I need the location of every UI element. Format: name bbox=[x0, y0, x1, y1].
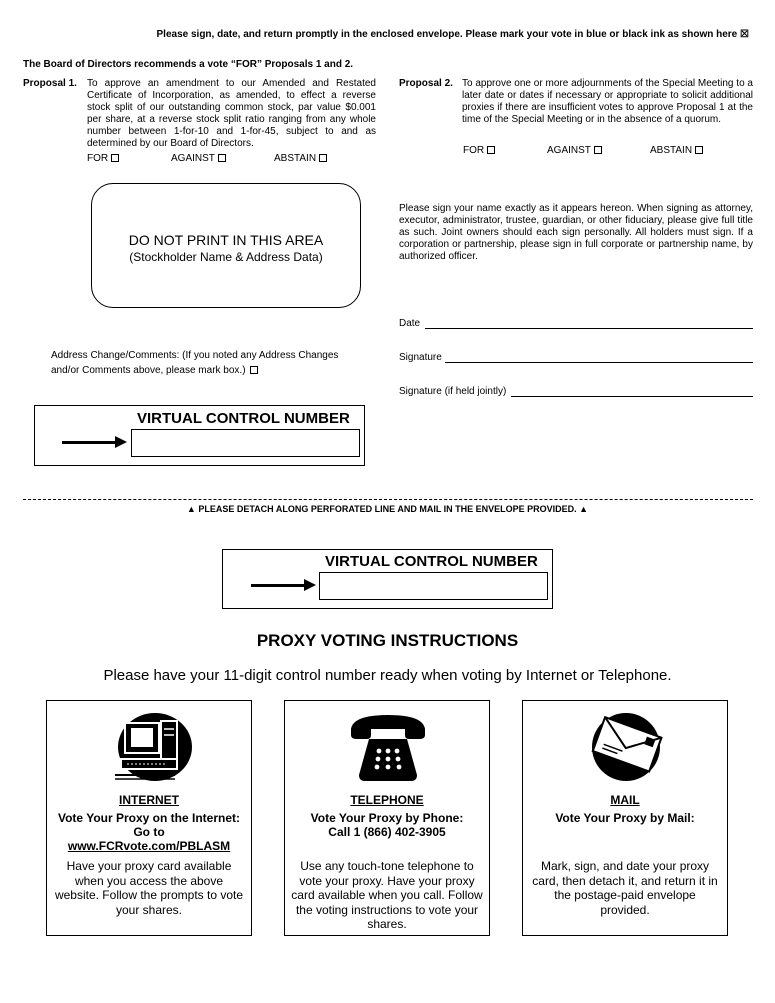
virtual-control-number-title-lower: VIRTUAL CONTROL NUMBER bbox=[325, 553, 538, 570]
signature-line[interactable] bbox=[399, 352, 753, 366]
stockholder-address-area bbox=[91, 183, 361, 308]
proposal-1-label: Proposal 1. bbox=[23, 78, 77, 89]
virtual-control-number-box bbox=[34, 405, 365, 466]
internet-subheading: Vote Your Proxy on the Internet: Go to www.FCRvote.com/PBLASM bbox=[47, 811, 251, 853]
checkbox[interactable] bbox=[594, 146, 602, 154]
internet-card bbox=[46, 700, 252, 936]
arrow-right-icon bbox=[251, 584, 306, 587]
proposal-2-abstain[interactable]: ABSTAIN bbox=[650, 145, 703, 156]
signing-instructions: Please sign your name exactly as it appears hereon. When signing as attorney, executor, administrator, trustee, guardian, or other fiduciary, please give full title as such. Joint owners should each sign personally. All holders must sign. If a corporation or partnership, please sign in full corporate or partnership name, by authorized officer. bbox=[399, 203, 753, 262]
proposal-1-for[interactable]: FOR bbox=[87, 153, 119, 164]
virtual-control-number-field[interactable] bbox=[131, 429, 360, 457]
envelope-icon bbox=[581, 709, 671, 784]
proposal-2-text: To approve one or more adjournments of the Special Meeting to a later date or dates if necessary or appropriate to solicit additional proxies if there are insufficient votes to approve Proposal 1 at the time of the Special Meeting or in the absence of a quorum. bbox=[462, 78, 753, 125]
detach-note: ▲ PLEASE DETACH ALONG PERFORATED LINE AND MAIL IN THE ENVELOPE PROVIDED. ▲ bbox=[186, 504, 589, 514]
date-line[interactable] bbox=[399, 318, 753, 332]
return-instructions: Please sign, date, and return promptly in the enclosed envelope. Please mark your vote in blue or black ink as shown here ☒ bbox=[156, 29, 749, 40]
address-change-checkbox[interactable] bbox=[250, 366, 258, 374]
checkbox[interactable] bbox=[218, 154, 226, 162]
date-field[interactable] bbox=[425, 328, 753, 329]
internet-voting-link[interactable]: www.FCRvote.com/PBLASM bbox=[67, 839, 231, 853]
telephone-subheading: Vote Your Proxy by Phone: Call 1 (866) 402-3905 bbox=[310, 811, 464, 839]
date-label: Date bbox=[399, 318, 421, 329]
checkbox[interactable] bbox=[695, 146, 703, 154]
arrow-right-icon bbox=[62, 441, 117, 444]
virtual-control-number-title: VIRTUAL CONTROL NUMBER bbox=[137, 410, 350, 427]
mail-card bbox=[522, 700, 728, 936]
telephone-card bbox=[284, 700, 490, 936]
signature-field[interactable] bbox=[445, 362, 753, 363]
checkbox[interactable] bbox=[319, 154, 327, 162]
joint-signature-label: Signature (if held jointly) bbox=[399, 386, 507, 397]
proposal-1-abstain[interactable]: ABSTAIN bbox=[274, 153, 327, 164]
do-not-print-title: DO NOT PRINT IN THIS AREA bbox=[128, 232, 324, 248]
mail-heading: MAIL bbox=[610, 793, 640, 807]
board-recommendation: The Board of Directors recommends a vote “FOR” Proposals 1 and 2. bbox=[23, 59, 354, 70]
internet-heading: INTERNET bbox=[119, 793, 179, 807]
telephone-heading: TELEPHONE bbox=[350, 793, 424, 807]
mail-subheading: Vote Your Proxy by Mail: bbox=[555, 811, 695, 825]
perforation-line bbox=[23, 499, 753, 500]
virtual-control-number-box-lower bbox=[222, 549, 553, 609]
checkbox[interactable] bbox=[487, 146, 495, 154]
proposal-1-against[interactable]: AGAINST bbox=[171, 153, 226, 164]
telephone-icon bbox=[343, 709, 433, 784]
joint-signature-line[interactable] bbox=[399, 386, 753, 400]
internet-description: Have your proxy card available when you access the above website. Follow the prompts to vote your shares. bbox=[54, 859, 244, 917]
proposal-2-for[interactable]: FOR bbox=[463, 145, 495, 156]
proposal-2-label: Proposal 2. bbox=[399, 78, 453, 89]
instructions-title: PROXY VOTING INSTRUCTIONS bbox=[256, 631, 519, 650]
do-not-print-subtitle: (Stockholder Name & Address Data) bbox=[129, 250, 323, 264]
joint-signature-field[interactable] bbox=[511, 396, 753, 397]
virtual-control-number-field-lower[interactable] bbox=[319, 572, 548, 600]
signature-label: Signature bbox=[399, 352, 442, 363]
telephone-description: Use any touch-tone telephone to vote your proxy. Have your proxy card available when you call. Follow the voting instructions to vote your shares. bbox=[291, 859, 483, 931]
computer-icon bbox=[105, 709, 195, 784]
mail-description: Mark, sign, and date your proxy card, then detach it, and return it in the postage-paid envelope provided. bbox=[532, 859, 718, 917]
address-change-note: Address Change/Comments: (If you noted any Address Changes and/or Comments above, please mark box.) bbox=[51, 350, 339, 376]
proposal-1-text: To approve an amendment to our Amended and Restated Certificate of Incorporation, as amended, to effect a reverse stock split of our outstanding common stock, par value $0.001 per share, at a reverse stock split ratio ranging from any whole number between 1-for-10 and 1-for-45, subject to and as determined by our Board of Directors. bbox=[87, 78, 376, 149]
proposal-2-against[interactable]: AGAINST bbox=[547, 145, 602, 156]
instructions-subtitle: Please have your 11-digit control number ready when voting by Internet or Telephone. bbox=[103, 667, 672, 684]
checkbox[interactable] bbox=[111, 154, 119, 162]
